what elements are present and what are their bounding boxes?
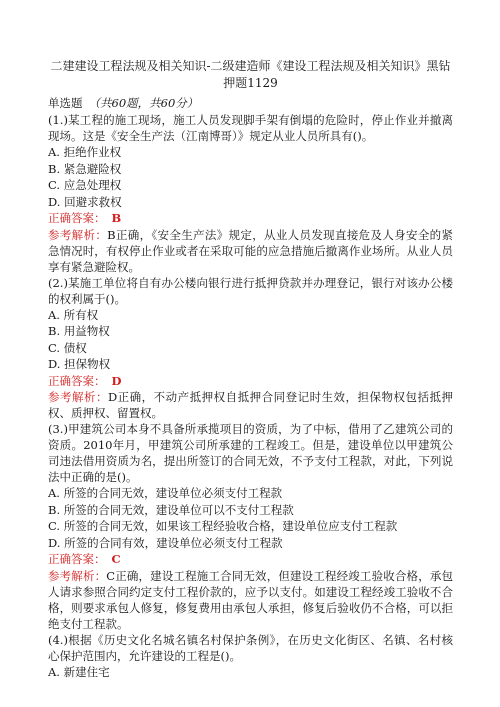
section-subtitle: （共60题，共60分） bbox=[88, 96, 199, 110]
option-b: B. 紧急避险权 bbox=[48, 161, 122, 176]
option-d: D. 担保物权 bbox=[48, 357, 111, 371]
question-2 bbox=[48, 275, 453, 422]
option-d: D. 回避求救权 bbox=[48, 194, 122, 209]
explanation-text: B正确，《安全生产法》规定，从业人员发现直接危及人身安全的紧急情况时，有权停止作业或者在采取可能的应急措施后撤离作业场所。从业人员享有紧急避险权。 bbox=[48, 227, 454, 274]
question-4 bbox=[48, 632, 453, 681]
option-b: B. 用益物权 bbox=[48, 324, 110, 338]
correct-answer bbox=[48, 551, 453, 568]
question-1 bbox=[48, 112, 453, 275]
answer-label: 正确答案： bbox=[48, 211, 106, 225]
option-a: A. 新建住宅 bbox=[48, 664, 110, 679]
explanation-label: 参考解析： bbox=[48, 390, 108, 404]
question-3 bbox=[48, 421, 453, 632]
answer-value: B bbox=[111, 211, 122, 225]
option-a: A. 所有权 bbox=[48, 307, 99, 322]
option-a: A. 拒绝作业权 bbox=[48, 145, 122, 159]
explanation-text: D正确，不动产抵押权自抵押合同登记时生效，担保物权包括抵押权、质押权、留置权。 bbox=[48, 390, 453, 420]
answer-value: C bbox=[111, 552, 121, 566]
answer-value: D bbox=[111, 373, 122, 388]
explanation-label: 参考解析： bbox=[48, 227, 108, 242]
question-stem: (4.)根据《历史文化名城名镇名村保护条例》，在历史文化街区、名镇、名村核心保护范围内，允许建设的工程是()。 bbox=[48, 632, 453, 663]
question-stem: (1.)某工程的施工现场，施工人员发现脚手架有倒塌的危险时，停止作业并撤离现场。这是《安全生产法（江南博哥）》规定从业人员所具有()。 bbox=[48, 113, 453, 143]
section-label: 单选题 bbox=[48, 96, 83, 110]
correct-answer bbox=[48, 210, 453, 227]
option-b: B. 所签的合同无效，建设单位可以不支付工程款 bbox=[48, 502, 294, 517]
question-stem: (2.)某施工单位将自有办公楼向银行进行抵押贷款并办理登记，银行对该办公楼的权利属于()。 bbox=[48, 275, 453, 306]
answer-label: 正确答案： bbox=[48, 373, 106, 388]
explanation-text: C正确，建设工程施工合同无效，但建设工程经竣工验收合格，承包人请求参照合同约定支付工程价款的，应予以支付。如建设工程经竣工验收不合格，则要求承包人修复，修复费用由承包人承担，修复后验收仍不合格，可以拒绝支付工程款。 bbox=[48, 568, 453, 631]
correct-answer bbox=[48, 373, 453, 390]
explanation bbox=[48, 568, 453, 632]
explanation-label: 参考解析： bbox=[48, 568, 107, 583]
question-stem: (3.)甲建筑公司本身不具备所承揽项目的资质，为了中标，借用了乙建筑公司的资质。2010年月，甲建筑公司所承建的工程竣工。但是，建设单位以甲建筑公司违法借用资质为名，提出所签订的合同无效，不予支付工程款，对此，下列说法中正确的是()。 bbox=[48, 422, 453, 484]
section-heading bbox=[48, 95, 453, 111]
explanation bbox=[48, 389, 453, 421]
option-a: A. 所签的合同无效，建设单位必须支付工程款 bbox=[48, 486, 283, 500]
option-c: C. 所签的合同无效，如果该工程经验收合格，建设单位应支付工程款 bbox=[48, 519, 398, 533]
document-page bbox=[48, 58, 453, 680]
option-c: C. 债权 bbox=[48, 340, 87, 355]
document-title: 二建建设工程法规及相关知识-二级建造师《建设工程法规及相关知识》黑钻押题1129 bbox=[50, 59, 451, 90]
option-c: C. 应急处理权 bbox=[48, 178, 122, 192]
answer-label: 正确答案： bbox=[48, 552, 106, 566]
explanation bbox=[48, 227, 453, 275]
option-d: D. 所签的合同有效，建设单位必须支付工程款 bbox=[48, 535, 283, 550]
